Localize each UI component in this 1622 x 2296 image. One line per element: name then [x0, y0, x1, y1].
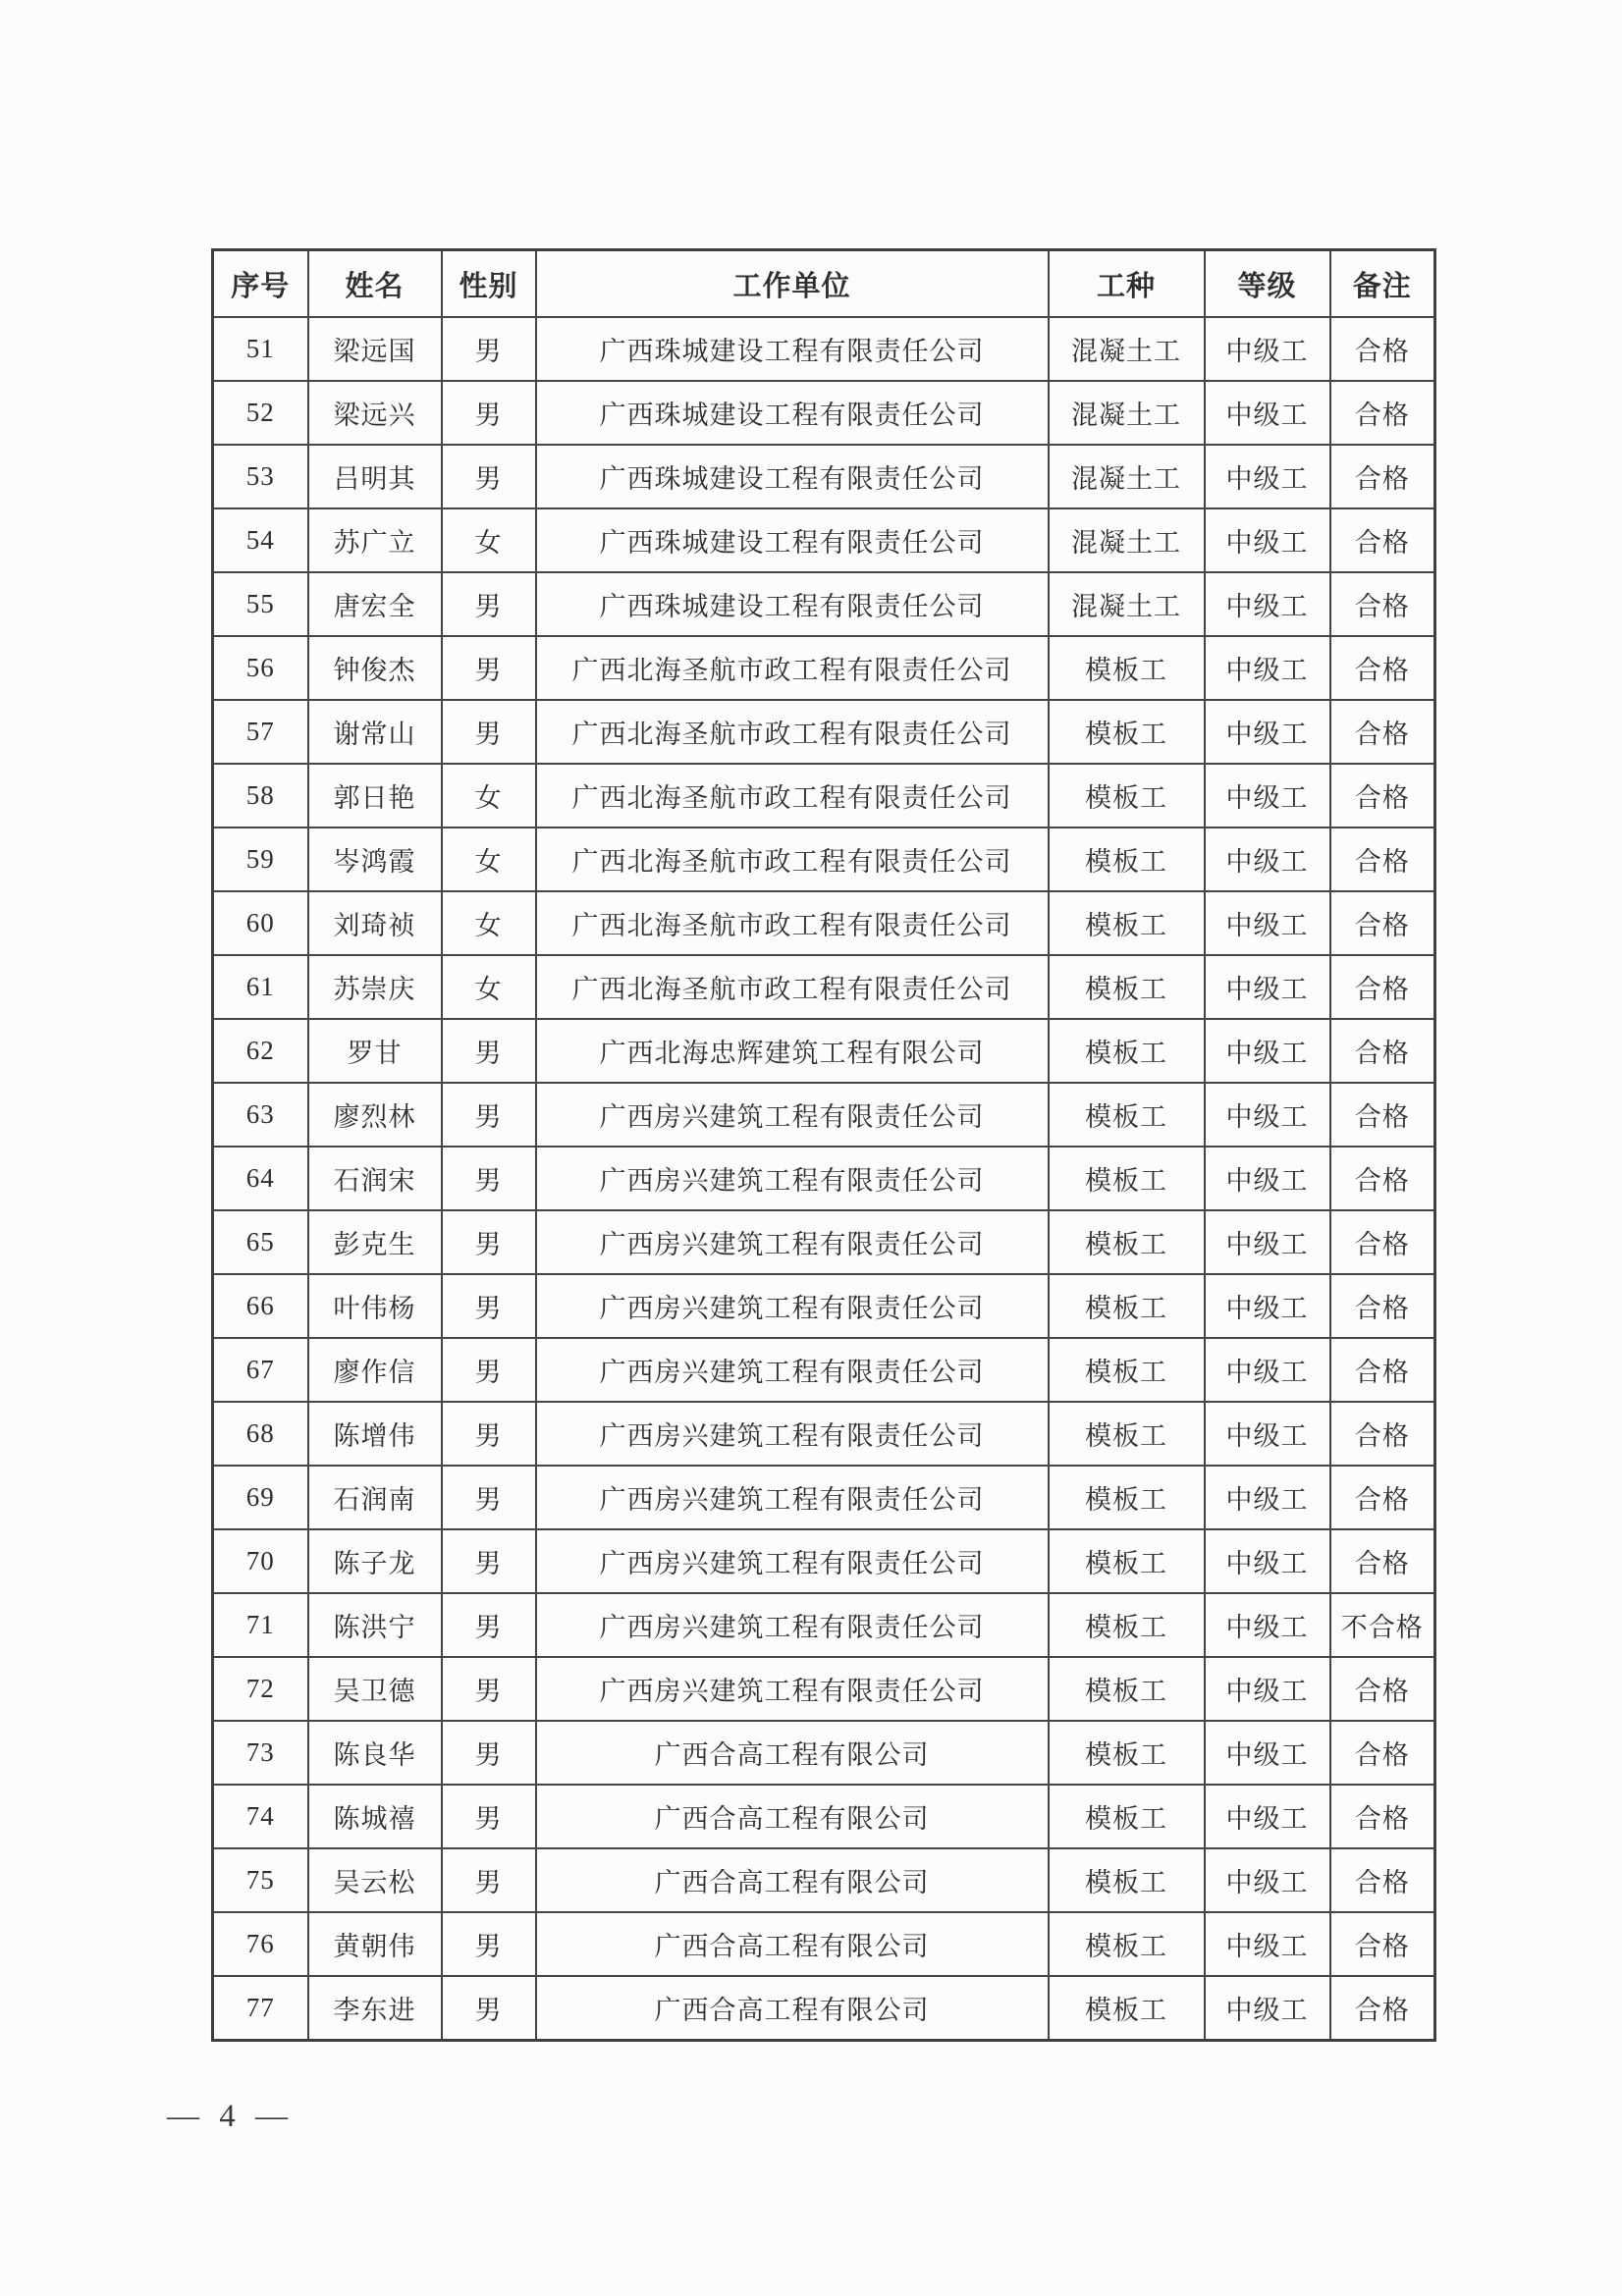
cell-remark: 合格	[1330, 1338, 1435, 1402]
cell-trade: 混凝土工	[1049, 381, 1205, 445]
cell-name: 黄朝伟	[308, 1912, 442, 1976]
cell-serial: 63	[213, 1083, 308, 1147]
cell-grade: 中级工	[1205, 1912, 1330, 1976]
cell-gender: 女	[442, 508, 536, 572]
cell-gender: 男	[442, 1210, 536, 1274]
cell-name: 陈城禧	[308, 1785, 442, 1848]
cell-serial: 51	[213, 317, 308, 381]
cell-serial: 73	[213, 1721, 308, 1785]
cell-serial: 69	[213, 1466, 308, 1529]
cell-trade: 模板工	[1049, 1147, 1205, 1210]
table-row	[213, 764, 1435, 828]
cell-serial: 59	[213, 828, 308, 891]
cell-remark: 合格	[1330, 891, 1435, 955]
cell-name: 陈子龙	[308, 1529, 442, 1593]
cell-remark: 合格	[1330, 764, 1435, 828]
cell-work-unit: 广西珠城建设工程有限责任公司	[536, 572, 1049, 636]
cell-gender: 女	[442, 955, 536, 1019]
cell-work-unit: 广西房兴建筑工程有限责任公司	[536, 1402, 1049, 1466]
cell-remark: 合格	[1330, 1466, 1435, 1529]
cell-gender: 男	[442, 1274, 536, 1338]
cell-remark: 合格	[1330, 1848, 1435, 1912]
table-row	[213, 1402, 1435, 1466]
cell-remark: 合格	[1330, 1210, 1435, 1274]
table-row	[213, 1593, 1435, 1657]
cell-grade: 中级工	[1205, 1019, 1330, 1083]
cell-grade: 中级工	[1205, 1274, 1330, 1338]
cell-work-unit: 广西房兴建筑工程有限责任公司	[536, 1338, 1049, 1402]
cell-trade: 模板工	[1049, 1912, 1205, 1976]
cell-remark: 合格	[1330, 1274, 1435, 1338]
roster-table	[211, 248, 1436, 2042]
cell-serial: 64	[213, 1147, 308, 1210]
cell-gender: 男	[442, 1019, 536, 1083]
cell-work-unit: 广西房兴建筑工程有限责任公司	[536, 1593, 1049, 1657]
cell-grade: 中级工	[1205, 1210, 1330, 1274]
col-header-grade: 等级	[1205, 250, 1330, 318]
cell-name: 石润南	[308, 1466, 442, 1529]
cell-trade: 模板工	[1049, 764, 1205, 828]
table-row	[213, 508, 1435, 572]
table-row	[213, 1721, 1435, 1785]
cell-gender: 男	[442, 572, 536, 636]
cell-trade: 模板工	[1049, 1657, 1205, 1721]
cell-gender: 男	[442, 1147, 536, 1210]
cell-gender: 女	[442, 764, 536, 828]
col-header-serial: 序号	[213, 250, 308, 318]
cell-gender: 男	[442, 445, 536, 508]
cell-name: 廖烈林	[308, 1083, 442, 1147]
cell-serial: 56	[213, 636, 308, 700]
cell-work-unit: 广西合高工程有限公司	[536, 1785, 1049, 1848]
cell-trade: 模板工	[1049, 1848, 1205, 1912]
cell-gender: 男	[442, 1083, 536, 1147]
table-row	[213, 1848, 1435, 1912]
cell-grade: 中级工	[1205, 508, 1330, 572]
cell-work-unit: 广西北海圣航市政工程有限责任公司	[536, 700, 1049, 764]
table-row	[213, 1210, 1435, 1274]
cell-grade: 中级工	[1205, 1976, 1330, 2041]
cell-work-unit: 广西珠城建设工程有限责任公司	[536, 381, 1049, 445]
cell-grade: 中级工	[1205, 572, 1330, 636]
cell-serial: 72	[213, 1657, 308, 1721]
cell-trade: 模板工	[1049, 1529, 1205, 1593]
cell-gender: 男	[442, 1466, 536, 1529]
cell-name: 梁远兴	[308, 381, 442, 445]
cell-trade: 模板工	[1049, 1593, 1205, 1657]
cell-name: 吴卫德	[308, 1657, 442, 1721]
table-row	[213, 1912, 1435, 1976]
table-row	[213, 1338, 1435, 1402]
cell-gender: 男	[442, 1721, 536, 1785]
cell-grade: 中级工	[1205, 445, 1330, 508]
cell-work-unit: 广西房兴建筑工程有限责任公司	[536, 1147, 1049, 1210]
cell-name: 吕明其	[308, 445, 442, 508]
cell-serial: 68	[213, 1402, 308, 1466]
cell-gender: 男	[442, 636, 536, 700]
cell-trade: 模板工	[1049, 700, 1205, 764]
cell-grade: 中级工	[1205, 1402, 1330, 1466]
cell-gender: 男	[442, 1785, 536, 1848]
cell-trade: 模板工	[1049, 1083, 1205, 1147]
cell-name: 刘琦祯	[308, 891, 442, 955]
cell-serial: 52	[213, 381, 308, 445]
cell-serial: 70	[213, 1529, 308, 1593]
cell-trade: 模板工	[1049, 828, 1205, 891]
cell-name: 石润宋	[308, 1147, 442, 1210]
cell-serial: 53	[213, 445, 308, 508]
cell-name: 谢常山	[308, 700, 442, 764]
table-row	[213, 1657, 1435, 1721]
cell-name: 岑鸿霞	[308, 828, 442, 891]
cell-work-unit: 广西房兴建筑工程有限责任公司	[536, 1657, 1049, 1721]
cell-remark: 合格	[1330, 508, 1435, 572]
cell-grade: 中级工	[1205, 891, 1330, 955]
table-row	[213, 636, 1435, 700]
cell-gender: 女	[442, 828, 536, 891]
cell-grade: 中级工	[1205, 955, 1330, 1019]
cell-remark: 合格	[1330, 1083, 1435, 1147]
cell-trade: 模板工	[1049, 1019, 1205, 1083]
cell-name: 苏崇庆	[308, 955, 442, 1019]
cell-work-unit: 广西合高工程有限公司	[536, 1848, 1049, 1912]
cell-remark: 合格	[1330, 317, 1435, 381]
cell-name: 陈洪宁	[308, 1593, 442, 1657]
cell-trade: 模板工	[1049, 891, 1205, 955]
cell-grade: 中级工	[1205, 1657, 1330, 1721]
table-row	[213, 1083, 1435, 1147]
cell-grade: 中级工	[1205, 1529, 1330, 1593]
cell-trade: 模板工	[1049, 1402, 1205, 1466]
cell-gender: 男	[442, 381, 536, 445]
cell-remark: 合格	[1330, 445, 1435, 508]
cell-trade: 模板工	[1049, 636, 1205, 700]
cell-grade: 中级工	[1205, 1785, 1330, 1848]
cell-work-unit: 广西房兴建筑工程有限责任公司	[536, 1210, 1049, 1274]
cell-serial: 61	[213, 955, 308, 1019]
cell-remark: 合格	[1330, 1402, 1435, 1466]
cell-name: 叶伟杨	[308, 1274, 442, 1338]
cell-remark: 合格	[1330, 1657, 1435, 1721]
header-row	[213, 250, 1435, 318]
cell-trade: 混凝土工	[1049, 317, 1205, 381]
table-row	[213, 381, 1435, 445]
cell-gender: 男	[442, 1593, 536, 1657]
cell-serial: 57	[213, 700, 308, 764]
roster-body	[213, 317, 1435, 2041]
cell-name: 吴云松	[308, 1848, 442, 1912]
cell-trade: 模板工	[1049, 1976, 1205, 2041]
col-header-gender: 性别	[442, 250, 536, 318]
cell-gender: 男	[442, 1338, 536, 1402]
cell-remark: 合格	[1330, 1976, 1435, 2041]
cell-remark: 合格	[1330, 636, 1435, 700]
cell-work-unit: 广西北海圣航市政工程有限责任公司	[536, 955, 1049, 1019]
cell-name: 梁远国	[308, 317, 442, 381]
cell-serial: 67	[213, 1338, 308, 1402]
cell-gender: 男	[442, 1912, 536, 1976]
cell-grade: 中级工	[1205, 636, 1330, 700]
cell-serial: 58	[213, 764, 308, 828]
table-row	[213, 572, 1435, 636]
table-row	[213, 1466, 1435, 1529]
cell-grade: 中级工	[1205, 828, 1330, 891]
cell-gender: 男	[442, 1848, 536, 1912]
cell-serial: 76	[213, 1912, 308, 1976]
cell-serial: 66	[213, 1274, 308, 1338]
cell-work-unit: 广西房兴建筑工程有限责任公司	[536, 1529, 1049, 1593]
cell-gender: 男	[442, 1529, 536, 1593]
cell-trade: 混凝土工	[1049, 445, 1205, 508]
table-row	[213, 445, 1435, 508]
cell-remark: 合格	[1330, 1147, 1435, 1210]
cell-remark: 合格	[1330, 1529, 1435, 1593]
cell-serial: 71	[213, 1593, 308, 1657]
table-row	[213, 700, 1435, 764]
cell-remark: 合格	[1330, 381, 1435, 445]
cell-serial: 65	[213, 1210, 308, 1274]
cell-serial: 54	[213, 508, 308, 572]
cell-serial: 62	[213, 1019, 308, 1083]
cell-trade: 模板工	[1049, 1466, 1205, 1529]
cell-grade: 中级工	[1205, 317, 1330, 381]
cell-trade: 模板工	[1049, 1210, 1205, 1274]
cell-grade: 中级工	[1205, 764, 1330, 828]
cell-name: 李东进	[308, 1976, 442, 2041]
cell-serial: 77	[213, 1976, 308, 2041]
cell-work-unit: 广西房兴建筑工程有限责任公司	[536, 1083, 1049, 1147]
cell-grade: 中级工	[1205, 1147, 1330, 1210]
table-row	[213, 1019, 1435, 1083]
cell-trade: 混凝土工	[1049, 508, 1205, 572]
cell-serial: 60	[213, 891, 308, 955]
table-row	[213, 317, 1435, 381]
table-row	[213, 891, 1435, 955]
cell-work-unit: 广西北海圣航市政工程有限责任公司	[536, 828, 1049, 891]
cell-work-unit: 广西北海忠辉建筑工程有限公司	[536, 1019, 1049, 1083]
cell-name: 彭克生	[308, 1210, 442, 1274]
cell-gender: 男	[442, 700, 536, 764]
cell-remark: 合格	[1330, 1912, 1435, 1976]
cell-grade: 中级工	[1205, 1083, 1330, 1147]
page-number	[167, 2099, 294, 2135]
cell-remark: 合格	[1330, 828, 1435, 891]
col-header-remark: 备注	[1330, 250, 1435, 318]
cell-gender: 男	[442, 1402, 536, 1466]
cell-serial: 75	[213, 1848, 308, 1912]
cell-name: 廖作信	[308, 1338, 442, 1402]
cell-remark: 合格	[1330, 1019, 1435, 1083]
cell-grade: 中级工	[1205, 1848, 1330, 1912]
cell-work-unit: 广西珠城建设工程有限责任公司	[536, 445, 1049, 508]
cell-remark: 合格	[1330, 700, 1435, 764]
cell-name: 唐宏全	[308, 572, 442, 636]
cell-work-unit: 广西北海圣航市政工程有限责任公司	[536, 636, 1049, 700]
cell-trade: 模板工	[1049, 1338, 1205, 1402]
cell-name: 郭日艳	[308, 764, 442, 828]
cell-remark: 合格	[1330, 1721, 1435, 1785]
col-header-trade: 工种	[1049, 250, 1205, 318]
cell-name: 罗甘	[308, 1019, 442, 1083]
cell-work-unit: 广西珠城建设工程有限责任公司	[536, 508, 1049, 572]
cell-trade: 混凝土工	[1049, 572, 1205, 636]
cell-work-unit: 广西合高工程有限公司	[536, 1912, 1049, 1976]
cell-grade: 中级工	[1205, 381, 1330, 445]
cell-gender: 男	[442, 1976, 536, 2041]
cell-gender: 男	[442, 317, 536, 381]
cell-trade: 模板工	[1049, 1721, 1205, 1785]
cell-grade: 中级工	[1205, 1466, 1330, 1529]
table-row	[213, 1147, 1435, 1210]
cell-remark: 合格	[1330, 1785, 1435, 1848]
cell-work-unit: 广西合高工程有限公司	[536, 1976, 1049, 2041]
table-row	[213, 1529, 1435, 1593]
cell-gender: 女	[442, 891, 536, 955]
table-row	[213, 828, 1435, 891]
cell-gender: 男	[442, 1657, 536, 1721]
table-row	[213, 1785, 1435, 1848]
cell-remark: 合格	[1330, 955, 1435, 1019]
cell-serial: 55	[213, 572, 308, 636]
table-row	[213, 1976, 1435, 2041]
cell-remark: 不合格	[1330, 1593, 1435, 1657]
cell-trade: 模板工	[1049, 1785, 1205, 1848]
cell-name: 钟俊杰	[308, 636, 442, 700]
cell-work-unit: 广西北海圣航市政工程有限责任公司	[536, 891, 1049, 955]
col-header-work-unit: 工作单位	[536, 250, 1049, 318]
page-number-text: — 4 —	[167, 2099, 294, 2134]
cell-grade: 中级工	[1205, 1338, 1330, 1402]
cell-grade: 中级工	[1205, 1593, 1330, 1657]
cell-work-unit: 广西合高工程有限公司	[536, 1721, 1049, 1785]
cell-trade: 模板工	[1049, 1274, 1205, 1338]
cell-work-unit: 广西房兴建筑工程有限责任公司	[536, 1274, 1049, 1338]
cell-remark: 合格	[1330, 572, 1435, 636]
cell-work-unit: 广西北海圣航市政工程有限责任公司	[536, 764, 1049, 828]
cell-grade: 中级工	[1205, 1721, 1330, 1785]
col-header-name: 姓名	[308, 250, 442, 318]
cell-name: 陈良华	[308, 1721, 442, 1785]
cell-serial: 74	[213, 1785, 308, 1848]
cell-work-unit: 广西珠城建设工程有限责任公司	[536, 317, 1049, 381]
table-row	[213, 955, 1435, 1019]
cell-work-unit: 广西房兴建筑工程有限责任公司	[536, 1466, 1049, 1529]
cell-name: 苏广立	[308, 508, 442, 572]
table-row	[213, 1274, 1435, 1338]
cell-grade: 中级工	[1205, 700, 1330, 764]
cell-name: 陈增伟	[308, 1402, 442, 1466]
cell-trade: 模板工	[1049, 955, 1205, 1019]
